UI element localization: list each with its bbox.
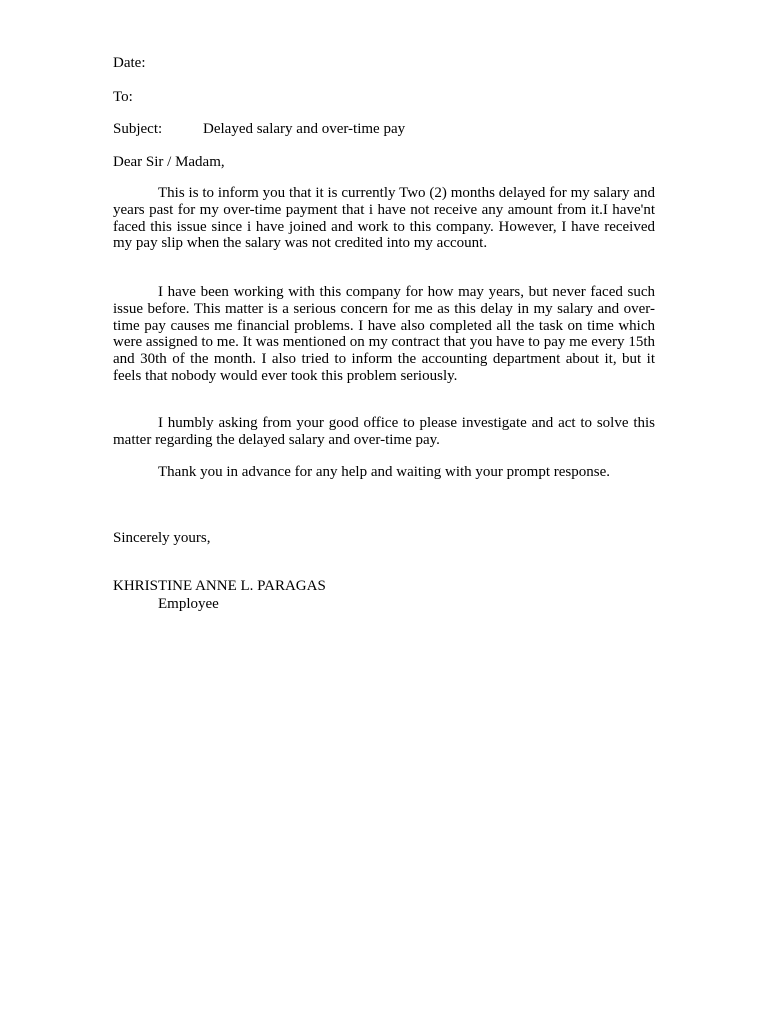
body-paragraph-1: This is to inform you that it is currently Two (2) months delayed for my salary and years past for my over-time payment that i have not receive any amount from it.I have'nt faced this issue since i have joined and work to this company. However, I have received my pay slip when the salary was not credited into my account. [113,185,655,252]
to-label: To: [113,89,133,105]
signer-title: Employee [158,596,219,612]
date-label: Date: [113,55,146,71]
body-paragraph-2: I have been working with this company for how may years, but never faced such issue before. This matter is a serious concern for me as this delay in my salary and over-time pay causes me financial problems. I have also completed all the task on time which were assigned to me. It was mentioned on my contract that you have to pay me every 15th and 30th of the month. I also tried to inform the accounting department about it, but it feels that nobody would ever took this problem seriously. [113,284,655,384]
closing: Sincerely yours, [113,530,211,546]
subject-text: Delayed salary and over-time pay [203,121,406,137]
body-paragraph-4: Thank you in advance for any help and waiting with your prompt response. [158,464,610,480]
subject-label: Subject: [113,121,163,137]
signer-name: KHRISTINE ANNE L. PARAGAS [113,578,326,594]
body-paragraph-3: I humbly asking from your good office to please investigate and act to solve this matter regarding the delayed salary and over-time pay. [113,415,655,448]
salutation: Dear Sir / Madam, [113,154,225,170]
